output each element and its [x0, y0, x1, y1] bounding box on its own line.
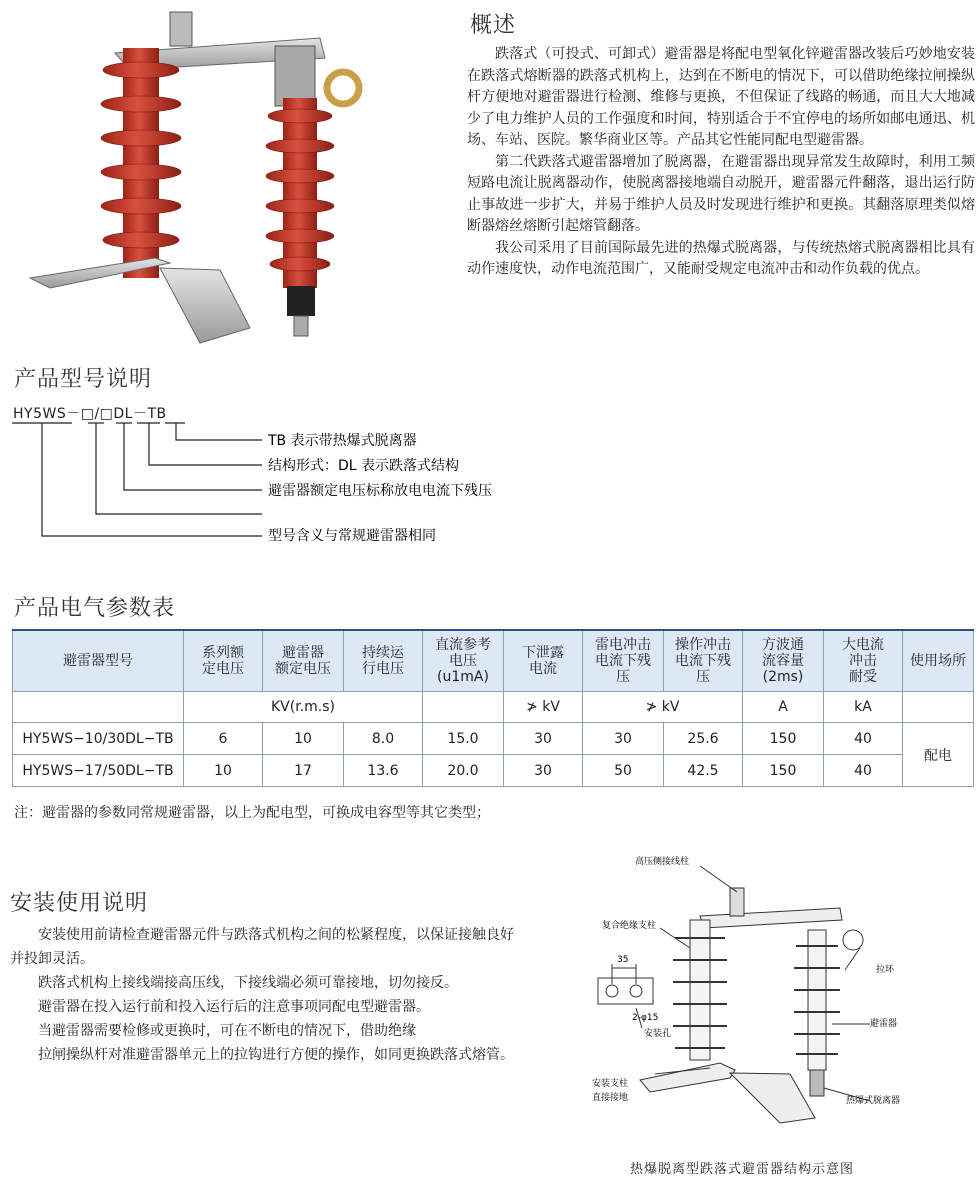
- table-cell: 6: [184, 723, 263, 755]
- installation-paragraph: 拉闸操纵杆对准避雷器单元上的拉钩进行方便的操作，如同更换跌落式熔管。: [38, 1047, 514, 1063]
- schematic-caption: 热爆脱离型跌落式避雷器结构示意图: [630, 1162, 855, 1177]
- table-row: [13, 723, 974, 755]
- installation-paragraph: 避雷器在投入运行前和投入运行后的注意事项同配电型避雷器。: [38, 999, 430, 1015]
- schem-label: 复合绝缘支柱: [602, 921, 657, 931]
- table-cell: 50: [583, 755, 664, 787]
- unit-cell: A: [743, 692, 824, 723]
- table-cell: 17: [263, 755, 344, 787]
- table-cell: 10: [263, 723, 344, 755]
- model-code: HY5WS－□/□DL－TB: [13, 406, 167, 422]
- installation-paragraph: 当避雷器需要检修或更换时，可在不断电的情况下，借助绝缘: [38, 1023, 416, 1039]
- model-section-title: 产品型号说明: [14, 367, 153, 392]
- overview-body: [467, 44, 975, 281]
- parameter-table: [12, 629, 974, 787]
- schem-label: 热爆式脱离器: [846, 1096, 901, 1106]
- column-header: 持续运 行电压: [344, 630, 423, 692]
- table-cell: 40: [824, 723, 903, 755]
- unit-cell: KV(r.m.s): [184, 692, 423, 723]
- schem-label: 2-φ15: [632, 1013, 659, 1023]
- model-code-diagram: [0, 395, 560, 555]
- column-header: 直流参考 电压 (u1mA): [423, 630, 504, 692]
- overview-paragraph: 跌落式（可投式、可卸式）避雷器是将配电型氧化锌避雷器改装后巧妙地安装在跌落式熔断器的跌落式机构上，达到在不断电的情况下，可以借助绝缘拉闸操纵杆方便地对避雷器进行检测、维修与更换，不但保证了线路的畅通，而且大大地减少了电力维护人员的工作强度和时间，特别适合于不宜停电的场所如邮电通迅、机场、车站、医院。繁华商业区等。产品其它性能同配电型避雷器。: [467, 46, 975, 148]
- schem-label: 拉环: [876, 965, 895, 975]
- installation-body: [10, 923, 520, 1067]
- table-cell: 25.6: [664, 723, 743, 755]
- table-cell: 20.0: [423, 755, 504, 787]
- unit-cell: kA: [824, 692, 903, 723]
- table-cell: 8.0: [344, 723, 423, 755]
- table-cell: 42.5: [664, 755, 743, 787]
- usage-cell: 配电: [903, 723, 974, 787]
- overview-paragraph: 第二代跌落式避雷器增加了脱离器，在避雷器出现异常发生故障时，利用工频短路电流让脱离器动作，使脱离器接地端自动脱开，避雷器元件翻落，退出运行防止事故进一步扩大，并易于维护人员及时发现进行维护和更换。其翻落原理类似熔断器熔丝熔断引起熔管翻落。: [467, 153, 975, 234]
- table-cell: HY5WS−10/30DL−TB: [13, 723, 184, 755]
- table-cell: 30: [583, 723, 664, 755]
- table-row: [13, 755, 974, 787]
- column-header: 大电流 冲击 耐受: [824, 630, 903, 692]
- column-header: 避雷器型号: [13, 630, 184, 692]
- model-desc: 避雷器额定电压标称放电电流下残压: [268, 483, 492, 499]
- installation-paragraph: 安装使用前请检查避雷器元件与跌落式机构之间的松紧程度，以保证接触良好并投卸灵活。: [10, 927, 514, 967]
- column-header: 下泄露 电流: [504, 630, 583, 692]
- table-cell: HY5WS−17/50DL−TB: [13, 755, 184, 787]
- electrical-section-title: 产品电气参数表: [14, 596, 176, 621]
- table-header-row: [13, 630, 974, 692]
- column-header: 方波通 流容量 (2ms): [743, 630, 824, 692]
- table-note: 注：避雷器的参数同常规避雷器，以上为配电型，可换成电容型等其它类型；: [14, 805, 490, 821]
- column-header: 避雷器 额定电压: [263, 630, 344, 692]
- table-cell: 10: [184, 755, 263, 787]
- model-desc: TB 表示带热爆式脱离器: [268, 433, 417, 449]
- product-photo: [20, 8, 380, 348]
- column-header: 操作冲击 电流下残 压: [664, 630, 743, 692]
- unit-cell: ≯ kV: [583, 692, 743, 723]
- column-header: 使用场所: [903, 630, 974, 692]
- table-cell: 15.0: [423, 723, 504, 755]
- overview-paragraph: 我公司采用了目前国际最先进的热爆式脱离器，与传统热熔式脱离器相比具有动作速度快，动作电流范围广，又能耐受规定电流冲击和动作负载的优点。: [467, 239, 975, 277]
- installation-section-title: 安装使用说明: [10, 891, 149, 916]
- schem-label: 安装支柱: [592, 1079, 629, 1089]
- unit-row: [13, 692, 974, 723]
- column-header: 系列额 定电压: [184, 630, 263, 692]
- column-header: 雷电冲击 电流下残 压: [583, 630, 664, 692]
- schem-label: 直接接地: [592, 1093, 629, 1103]
- table-cell: 30: [504, 723, 583, 755]
- schem-label: 安装孔: [644, 1029, 672, 1039]
- table-cell: 40: [824, 755, 903, 787]
- overview-title: 概述: [470, 13, 517, 38]
- table-cell: 150: [743, 723, 824, 755]
- table-cell: 13.6: [344, 755, 423, 787]
- schem-label: 35: [617, 955, 629, 965]
- schem-label: 避雷器: [870, 1019, 898, 1029]
- model-desc: 型号含义与常规避雷器相同: [268, 528, 436, 544]
- installation-paragraph: 跌落式机构上接线端接高压线，下接线端必须可靠接地，切勿接反。: [38, 975, 458, 991]
- table-cell: 150: [743, 755, 824, 787]
- model-desc: 结构形式：DL 表示跌落式结构: [268, 458, 460, 474]
- structure-schematic: [580, 848, 960, 1128]
- table-cell: 30: [504, 755, 583, 787]
- unit-cell: ≯ kV: [504, 692, 583, 723]
- schem-label: 高压侧接线柱: [635, 857, 690, 867]
